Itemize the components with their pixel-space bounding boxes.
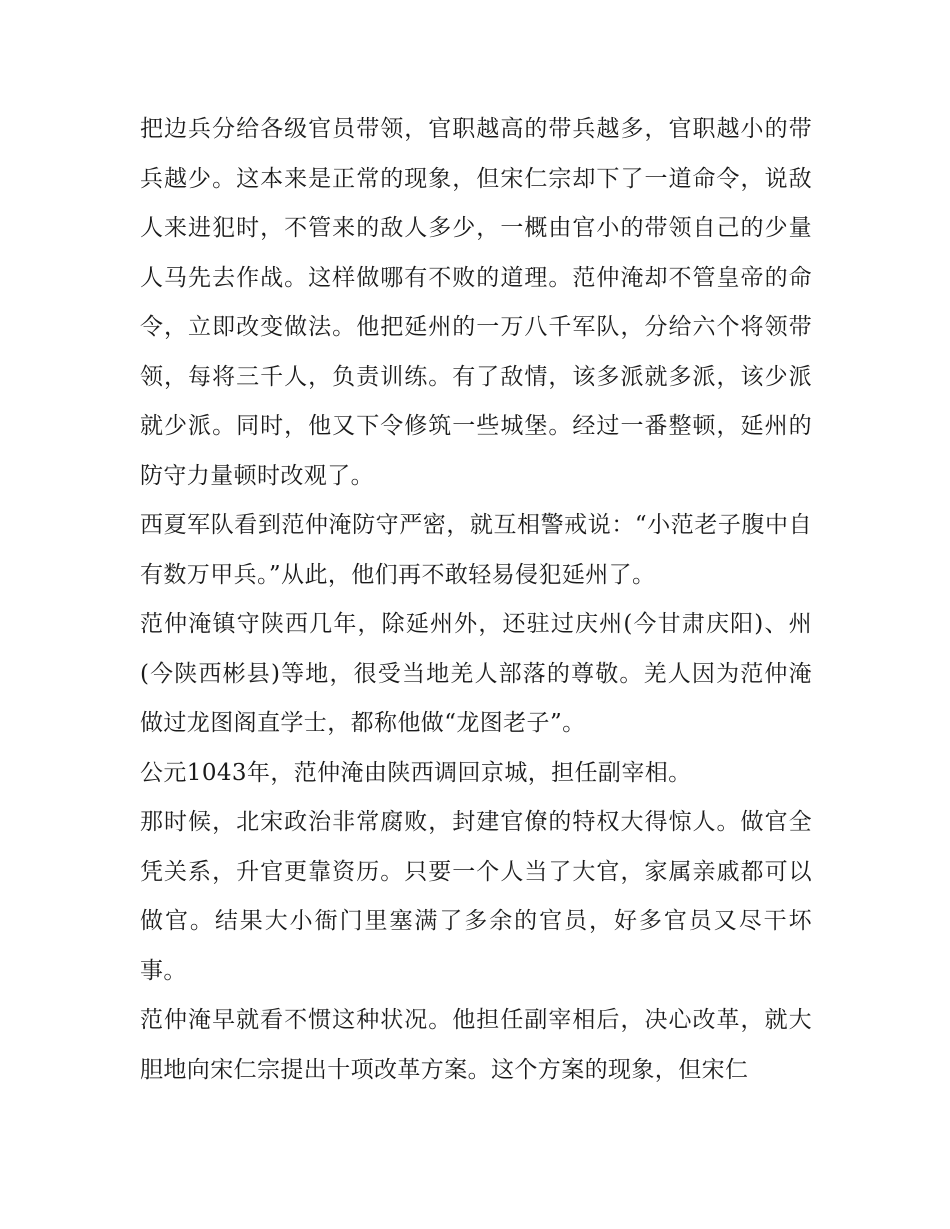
paragraph-reform-plan: 范仲淹早就看不惯这种状况。他担任副宰相后，决心改革，就大胆地向宋仁宗提出十项改革方案。这个方案的现象，但宋仁 [140, 1007, 812, 1083]
paragraph-border-troops: 把边兵分给各级官员带领，官职越高的带兵越多，官职越小的带兵越少。这本来是正常的现象，但宋仁宗却下了一道命令，说敌人来进犯时，不管来的敌人多少，一概由官小的带领自己的少量人马先去作战。这样做哪有不败的道理。范仲淹却不管皇帝的命令，立即改变做法。他把延州的一万八千军队，分给六个将领带领，每将三千人，负责训练。有了敌情，该多派就多派，该少派就少派。同时，他又下令修筑一些城堡。经过一番整顿，延州的防守力量顿时改观了。 [140, 116, 812, 489]
paragraph-return-to-capital: 公元1043年，范仲淹由陕西调回京城，担任副宰相。 [140, 759, 692, 786]
paragraph-corruption: 那时候，北宋政治非常腐败，封建官僚的特权大得惊人。做官全凭关系，升官更靠资历。只要一个人当了大官，家属亲戚都可以做官。结果大小衙门里塞满了多余的官员，好多官员又尽干坏事。 [140, 809, 812, 984]
paragraph-shaanxi-years: 范仲淹镇守陕西几年，除延州外，还驻过庆州(今甘肃庆阳)、州(今陕西彬县)等地，很受当地羌人部落的尊敬。羌人因为范仲淹做过龙图阁直学士，都称他做“龙图老子”。 [140, 611, 812, 736]
document-page [140, 105, 812, 1095]
paragraph-xixia-reaction: 西夏军队看到范仲淹防守严密，就互相警戒说：“小范老子腹中自有数万甲兵。”从此，他们再不敢轻易侵犯延州了。 [140, 512, 812, 588]
